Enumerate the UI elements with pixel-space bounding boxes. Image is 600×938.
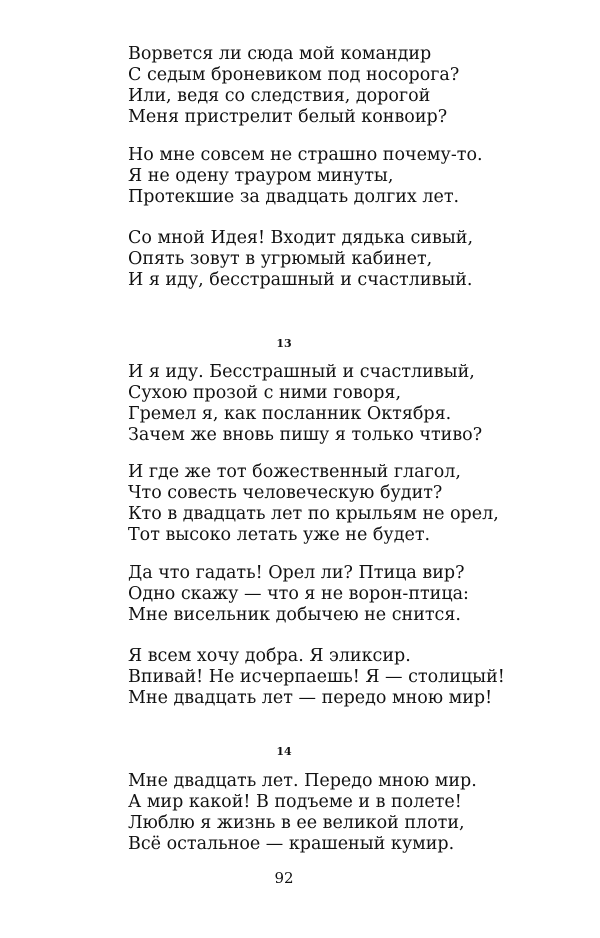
section-number-13: 13	[276, 337, 292, 350]
verse-line: Мне двадцать лет. Передо мною мир.	[128, 771, 477, 791]
verse-line: Кто в двадцать лет по крыльям не орел,	[128, 504, 499, 524]
verse-line: Мне висельник добычею не снится.	[128, 605, 461, 625]
stanza-4	[128, 362, 482, 446]
stanza-8	[128, 771, 477, 855]
stanza-2	[128, 145, 483, 208]
verse-line: Со мной Идея! Входит дядька сивый,	[128, 228, 474, 248]
verse-line: А мир какой! В подъеме и в полете!	[128, 792, 462, 812]
verse-line: Я не одену трауром минуты,	[128, 166, 394, 186]
verse-line: Меня пристрелит белый конвоир?	[128, 107, 448, 127]
verse-line: Гремел я, как посланник Октября.	[128, 404, 452, 424]
verse-line: Всё остальное — крашеный кумир.	[128, 834, 455, 854]
stanza-3	[128, 228, 473, 291]
verse-line: Люблю я жизнь в ее великой плоти,	[128, 813, 465, 833]
verse-line: И где же тот божественный глагол,	[128, 462, 461, 482]
verse-line: Но мне совсем не страшно почему-то.	[128, 145, 483, 165]
section-number-14: 14	[276, 745, 292, 758]
page-number: 92	[274, 869, 294, 887]
verse-line: Или, ведя со следствия, дорогой	[128, 86, 431, 106]
verse-line: С седым броневиком под носорога?	[128, 65, 460, 85]
stanza-5	[128, 462, 499, 546]
verse-line: И я иду. Бесстрашный и счастливый,	[128, 362, 475, 382]
verse-line: Ворвется ли сюда мой командир	[128, 44, 432, 64]
stanza-7	[128, 646, 505, 709]
verse-line: Впивай! Не исчерпаешь! Я — столицый!	[128, 667, 505, 687]
stanza-6	[128, 563, 469, 626]
verse-line: Протекшие за двадцать долгих лет.	[128, 187, 460, 207]
verse-line: Сухою прозой с ними говоря,	[128, 383, 402, 403]
verse-line: Мне двадцать лет — передо мною мир!	[128, 688, 493, 708]
stanza-1	[128, 44, 459, 128]
verse-line: Да что гадать! Орел ли? Птица вир?	[128, 563, 465, 583]
verse-line: Что совесть человеческую будит?	[128, 483, 443, 503]
verse-line: Тот высоко летать уже не будет.	[128, 525, 431, 545]
verse-line: И я иду, бесстрашный и счастливый.	[128, 270, 473, 290]
verse-line: Зачем же вновь пишу я только чтиво?	[128, 425, 483, 445]
verse-line: Опять зовут в угрюмый кабинет,	[128, 249, 433, 269]
verse-line: Одно скажу — что я не ворон-птица:	[128, 584, 469, 604]
verse-line: Я всем хочу добра. Я эликсир.	[128, 646, 411, 666]
